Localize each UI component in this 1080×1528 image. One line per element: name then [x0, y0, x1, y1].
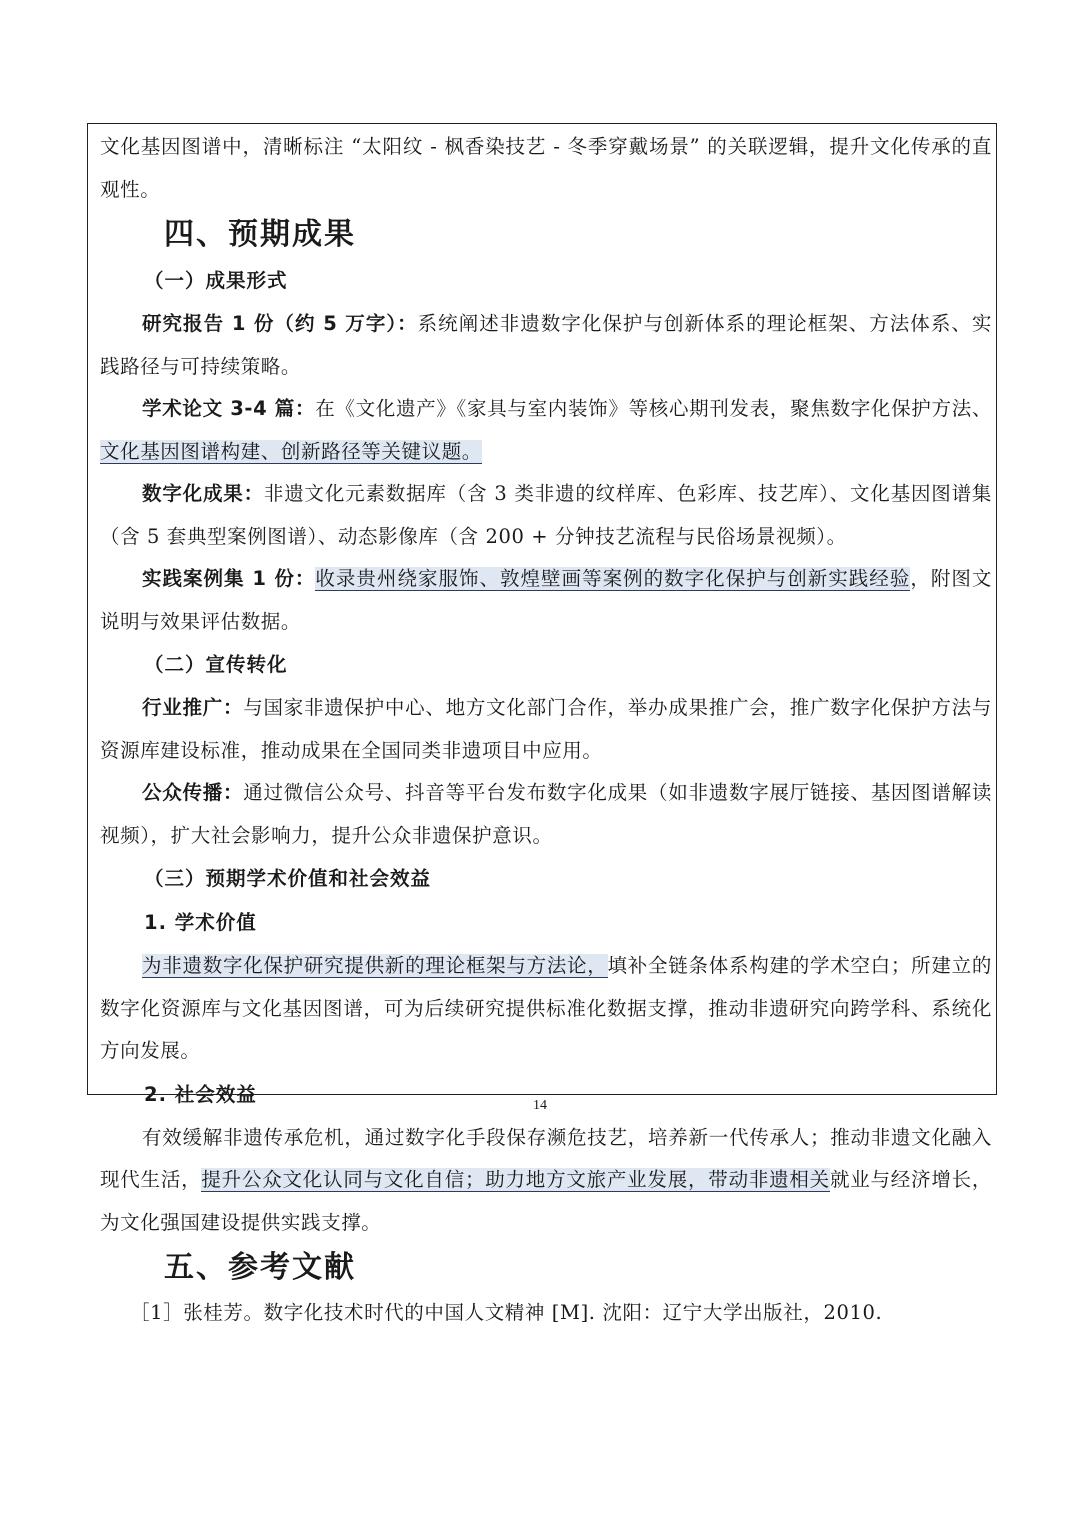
subsection-promotion: （二）宣传转化: [144, 653, 288, 676]
item-industry: [100, 687, 992, 772]
item-digital-label: 数字化成果：: [142, 482, 264, 505]
item-papers: [100, 388, 992, 473]
item-industry-label: 行业推广：: [142, 696, 244, 719]
item-papers-highlight: 文化基因图谱构建、创新路径等关键议题。: [100, 439, 482, 463]
item-public-label: 公众传播：: [142, 781, 244, 804]
item-cases-text: ，附图文说明与效果评估数据。: [100, 567, 992, 633]
item-public-text: 通过微信公众号、抖音等平台发布数字化成果（如非遗数字展厅链接、基因图谱解读视频），扩大社会影响力，提升公众非遗保护意识。: [100, 781, 992, 847]
item-report-text: 系统阐述非遗数字化保护与创新体系的理论框架、方法体系、实践路径与可持续策略。: [100, 312, 992, 378]
section4-title: 四、预期成果: [164, 217, 356, 252]
item-cases-label: 实践案例集 1 份：: [142, 567, 316, 590]
social-text-2: 就业与经济增长，为文化强国建设提供实践支撑。: [100, 1168, 992, 1234]
reference-item: ［1］张桂芳。数字化技术时代的中国人文精神 [M]. 沈阳：辽宁大学出版社，2010.: [130, 1301, 883, 1324]
academic-highlight: 为非遗数字化保护研究提供新的理论框架与方法论，: [142, 954, 608, 977]
page-content: [100, 126, 992, 1335]
academic-paragraph: [100, 945, 992, 1073]
item-cases-highlight: 收录贵州绕家服饰、敦煌壁画等案例的数字化保护与创新实践经验: [315, 567, 911, 590]
item-papers-label: 学术论文 3-4 篇：: [142, 397, 316, 420]
item-papers-text: 在《文化遗产》《家具与室内装饰》等核心期刊发表，聚焦数字化保护方法、: [315, 397, 992, 420]
subsection-social: 2. 社会效益: [144, 1082, 257, 1106]
section5-title: 五、参考文献: [164, 1250, 356, 1285]
item-public: [100, 772, 992, 857]
item-report-label: 研究报告 1 份（约 5 万字）：: [142, 312, 418, 335]
item-cases: [100, 558, 992, 643]
academic-text: 填补全链条体系构建的学术空白；所建立的数字化资源库与文化基因图谱，可为后续研究提供标准化数据支撑，推动非遗研究向跨学科、系统化方向发展。: [100, 954, 992, 1062]
social-highlight: 提升公众文化认同与文化自信；助力地方文旅产业发展，带动非遗相关: [201, 1168, 830, 1191]
page-number: 14: [533, 1098, 547, 1113]
subsection-results-form: （一）成果形式: [144, 269, 288, 292]
subsection-academic: 1. 学术价值: [144, 911, 257, 934]
item-report: [100, 303, 992, 388]
item-digital-text: 非遗文化元素数据库（含 3 类非遗的纹样库、色彩库、技艺库）、文化基因图谱集（含 5 套典型案例图谱）、动态影像库（含 200 + 分钟技艺流程与民俗场景视频）。: [100, 482, 992, 548]
social-text-1: 有效缓解非遗传承危机，通过数字化手段保存濒危技艺，培养新一代传承人；推动非遗文化融入现代生活，: [100, 1125, 992, 1191]
subsection-value: （三）预期学术价值和社会效益: [144, 867, 432, 890]
intro-paragraph: 文化基因图谱中，清晰标注 “太阳纹 - 枫香染技艺 - 冬季穿戴场景” 的关联逻辑，提升文化传承的直观性。: [100, 135, 992, 201]
item-digital: [100, 473, 992, 558]
social-paragraph: [100, 1117, 992, 1245]
item-industry-text: 与国家非遗保护中心、地方文化部门合作，举办成果推广会，推广数字化保护方法与资源库建设标准，推动成果在全国同类非遗项目中应用。: [100, 696, 992, 762]
